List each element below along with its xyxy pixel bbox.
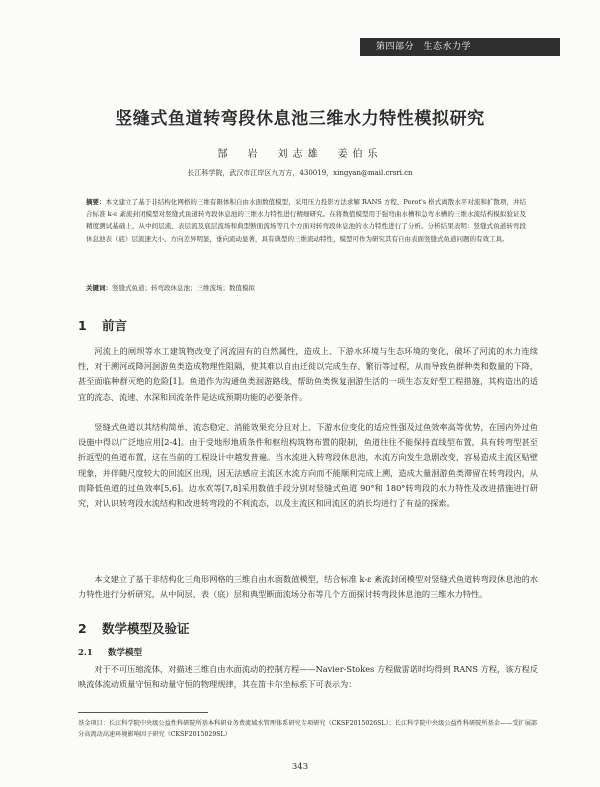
affiliation: 长江科学院，武汉市江岸区九万方，430019，xingyan@mail.crsri.cn [187,169,413,177]
running-header-text: 第四部分 生态水力学 [376,42,472,52]
subsection-title: 数学模型 [108,648,143,658]
section-heading-2 [78,619,190,637]
paragraph-intro-1: 河流上的闸坝等水工建筑物改变了河流固有的自然属性，造成上、下游水环境与生态环境的变化，破坏了河流的水力连续性，对于溯河或降河洄游鱼类造成物理性阻隔，使其难以自由迁徙以完成生存、繁衍等过程，从而导致鱼群种类和数量的下降，甚至面临种群灭绝的危险[1]。鱼道作为沟通鱼类洄游路线、帮助鱼类恢复洄游生活的一项生态友好型工程措施，其构造出的适宜的流态、流速、水深和回流条件是达成预期功能的必要条件。 [78,346,538,402]
paper-title: 竖缝式鱼道转弯段休息池三维水力特性模拟研究 [115,109,485,129]
running-header [360,38,560,56]
keywords-label: 关键词： [86,284,112,292]
section-number: 1 [78,318,87,333]
section-title: 前言 [102,318,128,333]
page-number: 343 [291,762,309,772]
section-title: 数学模型及验证 [102,621,190,636]
paragraph-model: 对于不可压缩流体，对描述三维自由水面流动的控制方程——Navier-Stokes 方程做雷诺时均得到 RANS 方程，该方程反映流体流动质量守恒和动量守恒的物理规律，其在笛卡尔坐标系下可表示为： [78,664,538,690]
abstract-text: 本文建立了基于非结构化网格的三维有限体积自由水面数值模型，采用压力投影方法求解 RANS 方程、Perot's 格式离散水平对流和扩散项，并结合标准 k-ε 紊流封闭模型对竖缝式鱼道转弯段休息池的三维水力特性进行精细研究。在将数值模型用于强弯曲水槽和急弯水槽的三维水流结构模拟验证及精度测试基础上，从中间层流、表层流及底层流场和典型断面流场等几个方面对转弯段休息池的水力特性进行了分析。分析结果表明：竖缝式鱼道转弯段休息池表（底）层流速大小、方向差异明显，垂向流动显著，具有典型的三维流动特性，模型可作为研究其有自由表面竖缝式鱼道问题的有效工具。 [86,198,526,243]
paragraph-intro-2: 竖缝式鱼道以其结构简单、流态稳定、消能效果充分且对上、下游水位变化的适应性强及过鱼效率高等优势，在国内外过鱼设施中得以广泛地应用[2-4]。由于受地形地质条件和枢纽构筑物布置的限制，鱼道往往不能保持直线型布置，具有转弯型甚至折返型的鱼道布置，这在当前的工程设计中越发普遍。当水流进入转弯段休息池，水流方向发生急剧改变，容易造成主流区贴壁现象，并伴随尺度较大的回流区出现，因无法感应主流区水流方向而不能顺利完成上溯，造成大量洄游鱼类滞留在转弯段内，从而降低鱼道的过鱼效率[5,6]。边水欢等[7,8]采用数值手段分别对竖缝式鱼道 90°和 180°转弯段的水力特性及改进措施进行研究，对认识转弯段水流结构和改进转弯段的不利流态，以及主流区和回流区的消长均进行了有益的探索。 [78,422,538,509]
subsection-heading [78,646,142,658]
abstract [86,196,526,245]
subsection-number: 2.1 [78,648,93,658]
keywords [86,282,526,294]
section-heading-1 [78,316,127,334]
authors: 郜 岩 刘志雄 姜伯乐 [217,149,383,160]
section-number: 2 [78,621,87,636]
keywords-text: 竖缝式鱼道；转弯段休息池；三维流场；数值模拟 [112,284,255,292]
abstract-label: 摘要： [86,198,106,206]
paragraph-intro-3: 本文建立了基于非结构化三角形网格的三维自由水面数值模型，结合标准 k-ε 紊流封闭模型对竖缝式鱼道转弯段休息池的水力特性进行分析研究，从中间层、表（底）层和典型断面流场分布等几个方面探讨转弯段休息池的三维水力特性。 [78,574,538,600]
footnote: 基金项目：长江科学院中央级公益性科研院所基本科研业务费流域水管理体系研究专项研究（CKSF2015026SL）；长江科学院中央级公益性科研院所基金——受扩展部分高流动高速环境影响因子研究（CKSF2015029SL） [78,720,538,738]
footnote-rule [78,712,208,713]
